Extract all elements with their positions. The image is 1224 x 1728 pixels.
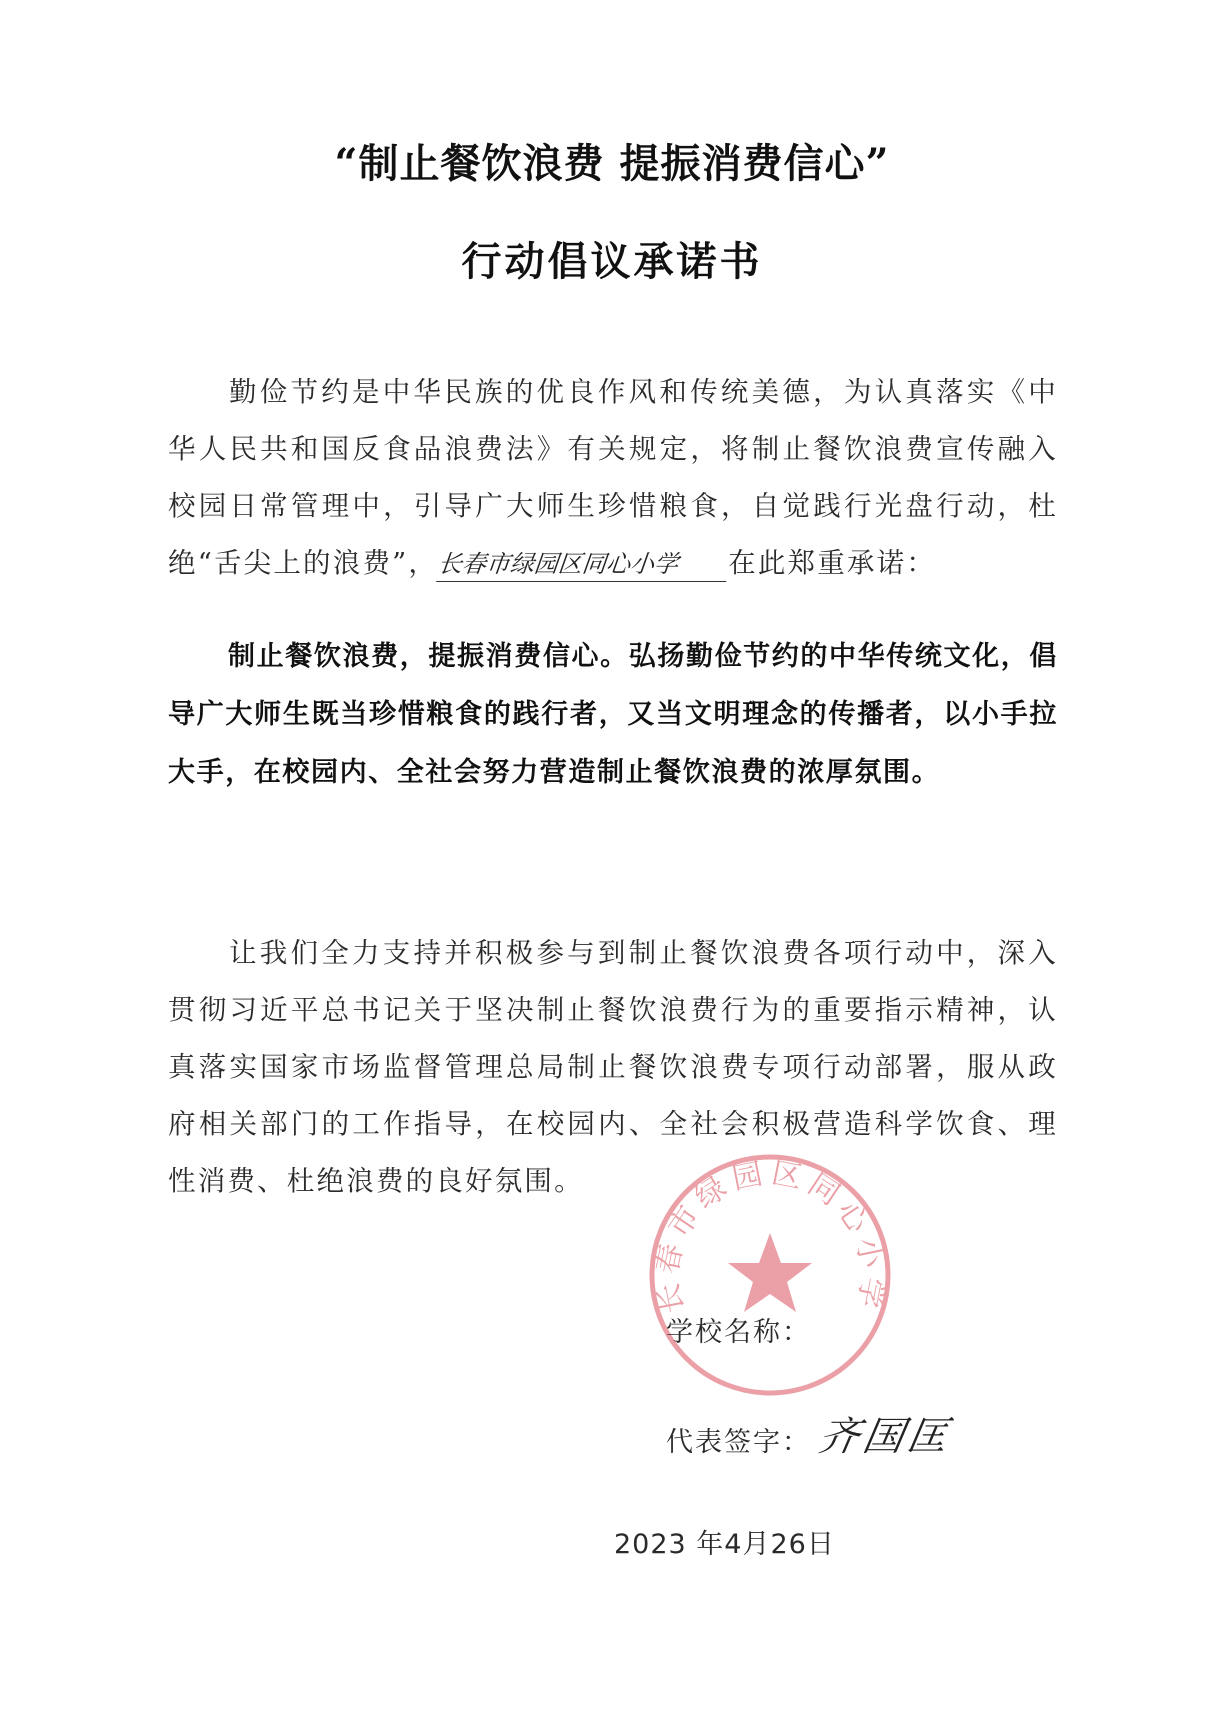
school-name-handwritten: 长春市绿园区同心小学 [436,547,730,582]
school-name-label: 学校名称： [666,1317,811,1348]
representative-signature-label: 代表签字： [666,1427,811,1458]
representative-signature: 齐国匡 [815,1414,956,1460]
document-title-line-1: “制止餐饮浪费 提振消费信心” [334,140,890,187]
paragraph-intro-ending: 在此郑重承诺： [728,547,937,579]
paragraph-commitment [168,628,1058,802]
paragraph-support [168,925,1058,1210]
seal-star-icon [728,1233,812,1312]
official-seal-stamp [640,1145,900,1405]
document-title-line-2: 行动倡议承诺书 [461,238,763,285]
paragraph-intro-text: 勤俭节约是中华民族的优良作风和传统美德，为认真落实《中华人民共和国反食品浪费法》有关规定，将制止餐饮浪费宣传融入校园日常管理中，引导广大师生珍惜粮食，自觉践行光盘行动，杜绝“舌尖上的浪费”， [168,376,1058,579]
document-date: 2023 年4月26日 [614,1529,835,1560]
paragraph-support-text: 让我们全力支持并积极参与到制止餐饮浪费各项行动中，深入贯彻习近平总书记关于坚决制止餐饮浪费行为的重要指示精神，认真落实国家市场监督管理总局制止餐饮浪费专项行动部署，服从政府相关部门的工作指导，在校园内、全社会积极营造科学饮食、理性消费、杜绝浪费的良好氛围。 [168,937,1058,1197]
paragraph-intro [168,364,1058,592]
paragraph-commitment-text: 制止餐饮浪费，提振消费信心。弘扬勤俭节约的中华传统文化，倡导广大师生既当珍惜粮食的践行者，又当文明理念的传播者，以小手拉大手，在校园内、全社会努力营造制止餐饮浪费的浓厚氛围。 [168,641,1058,788]
seal-text: 长春市绿园区同心小学 [649,1155,891,1317]
